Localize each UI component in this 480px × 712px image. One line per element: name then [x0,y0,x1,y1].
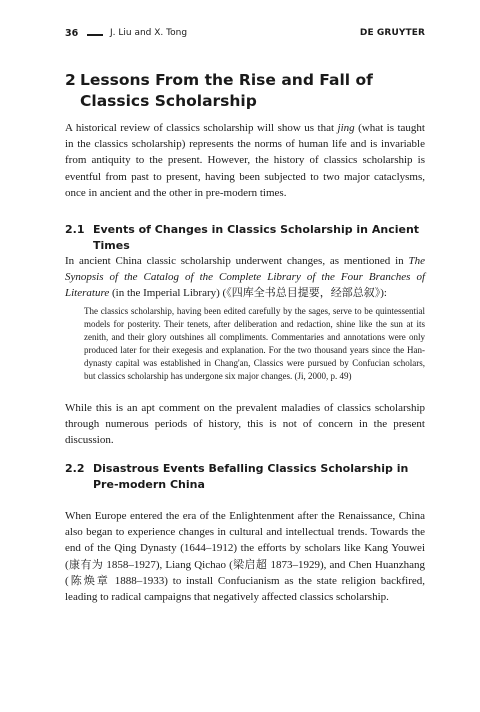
section-heading-2 [65,70,435,112]
paragraph-text: (what is taught in the classics scholarship) represents the norms of human life and is invariable from antiquity to the present. However, the history of classics scholarship is eventful from past to present, having been subjected to two major cataclysms, once in ancient and the other in pre-modern times. [65,122,425,199]
section-title: Lessons From the Rise and Fall of Classics Scholarship [80,71,373,110]
section-2-1-paragraph [65,253,425,302]
subsection-heading-2-1 [65,222,430,254]
italic-term: jing [337,122,355,134]
running-head-authors: J. Liu and X. Tong [110,28,188,38]
block-quote: The classics scholarship, having been edited carefully by the sages, serve to be quintessential models for posterity. Their tenets, after deliberation and redaction, shine like the sun at its zenith, and their glory outshines all compliments. Commentaries and annotations were only produced later for their exegesis and explanation. For the two thousand years since the Han-dynasty capital was established in Chang'an, Classics were pursued by Confucian scholars, but classics scholarship has undergone six major changes. (Ji, 2000, p. 49) [84,306,425,382]
paragraph-text: A historical review of classics scholarship will show us that [65,122,338,134]
section-2-2-paragraph: When Europe entered the era of the Enlightenment after the Renaissance, China also began to experience changes in cultural and intellectual trends. Towards the end of the Qing Dynasty (1644–1912) the efforts by scholars like Kang Youwei (康有为 1858–1927), Liang Qichao (梁启超 1873–1929), and Chen Huanzhang (陈焕章 1888–1933) to install Confucianism as the state religion backfired, leading to radical campaigns that negatively affected classics scholarship. [65,510,425,604]
section-number: 2 [65,71,76,89]
paragraph-text: (in the Imperial Library) (《四库全书总目提要，经部总叙》): [109,287,387,300]
book-title: The Synopsis of the Catalog of the Complete Library of the Four Branches of Literature [65,255,425,300]
running-head [65,28,425,42]
subsection-number: 2.2 [65,462,85,475]
paragraph-text: In ancient China classic scholarship underwent changes, as mentioned in [65,255,409,267]
section-2-1-closing-paragraph: While this is an apt comment on the prevalent maladies of classics scholarship through numerous periods of history, this is not of concern in the present discussion. [65,402,425,447]
subsection-heading-2-2 [65,461,430,493]
subsection-title: Events of Changes in Classics Scholarship in Ancient Times [93,223,420,252]
subsection-number: 2.1 [65,223,85,236]
section-2-intro-paragraph [65,120,425,201]
publisher-name: DE GRUYTER [359,28,425,38]
page-number: 36 [65,28,79,39]
subsection-title: Disastrous Events Befalling Classics Scholarship in Pre-modern China [93,462,409,491]
header-rule [87,34,103,36]
